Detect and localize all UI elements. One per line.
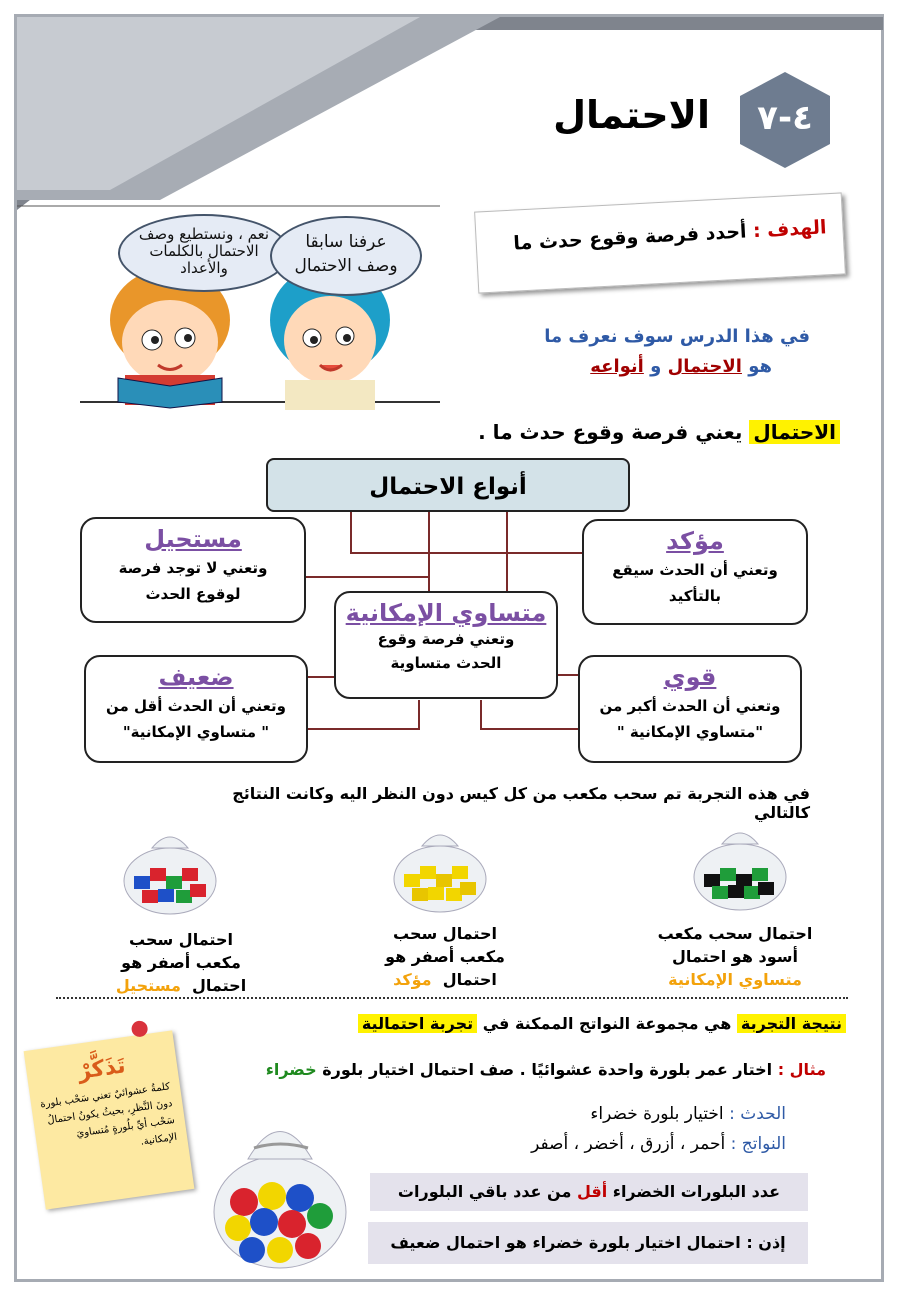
type-equal-box: متساوي الإمكانية وتعني فرصة وقوع الحدث متساوية: [334, 591, 558, 699]
definition-term: الاحتمال: [749, 420, 840, 444]
connector: [304, 576, 430, 578]
intro-line-1: في هذا الدرس سوف نعرف ما: [544, 326, 810, 347]
bag-yellow-caption: احتمال سحب مكعب أصفر هو احتمال مؤكد: [385, 924, 505, 989]
lesson-number: ٤-٧: [757, 98, 813, 138]
bag-mixed-caption: احتمال سحب مكعب أصفر هو احتمال مستحيل: [115, 930, 247, 995]
intro-line-2: هو الاحتمال و أنواعه: [590, 356, 772, 377]
outcome-definition: نتيجة التجربة هي مجموعة النواتج الممكنة في تجربة احتمالية: [340, 1014, 846, 1033]
conclusion-box: إذن : احتمال اختيار بلورة خضراء هو احتمال ضعيف: [368, 1222, 808, 1264]
definition-text: يعني فرصة وقوع حدث ما .: [478, 420, 743, 444]
children-illustration: [80, 270, 440, 410]
comparison-box: عدد البلورات الخضراء أقل من عدد باقي البلورات: [370, 1173, 808, 1211]
page-title: الاحتمال: [553, 93, 710, 137]
outcomes-line: النواتج : أحمر ، أزرق ، أخضر ، أصفر: [531, 1134, 786, 1154]
experiment-intro: في هذه التجربة تم سحب مكعب من كل كيس دون النظر اليه وكانت النتائج كالتالي: [232, 784, 810, 822]
connector: [306, 676, 336, 678]
speech-bubble-right: عرفنا سابقا وصف الاحتمال: [270, 216, 422, 296]
connector: [306, 728, 420, 730]
goal-label: الهدف :: [752, 216, 827, 243]
note-title: تَذَكَّرْ: [76, 1053, 128, 1085]
definition: [400, 420, 840, 444]
types-title: أنواع الاحتمال: [266, 458, 630, 512]
goal-text: أحدد فرصة وقوع حدث ما: [512, 220, 748, 255]
bag-yellow-image: [390, 824, 490, 914]
connector: [480, 728, 580, 730]
type-certain-box: مؤكد وتعني أن الحدث سيقع بالتأكيد: [582, 519, 808, 625]
divider: [56, 997, 848, 999]
reminder-note: [24, 1030, 195, 1209]
bag-black-caption: احتمال سحب مكعب أسود هو احتمال متساوي الإمكانية: [657, 924, 813, 989]
type-strong-box: قوي وتعني أن الحدث أكبر من "متساوي الإمكانية ": [578, 655, 802, 763]
speech-bubble-left: نعم ، ونستطيع وصف الاحتمال بالكلمات والأعداد: [118, 214, 290, 292]
type-weak-box: ضعيف وتعني أن الحدث أقل من " متساوي الإمكانية": [84, 655, 308, 763]
bag-black-image: [690, 822, 790, 912]
example-line: مثال : اختار عمر بلورة واحدة عشوائيًا . صف احتمال اختيار بلورة خضراء: [265, 1060, 826, 1079]
type-impossible-box: مستحيل وتعني لا توجد فرصة لوقوع الحدث: [80, 517, 306, 623]
connector: [350, 552, 584, 554]
marbles-bag-image: [208, 1104, 358, 1270]
bag-mixed-image: [120, 826, 220, 916]
event-line: الحدث : اختيار بلورة خضراء: [590, 1104, 786, 1124]
connector: [418, 700, 420, 730]
note-text: كلمةُ عشوائيٌ تعني سَحْب بلورة دونَ النَّظرِ، بحيثُ يكونُ احتمالُ سَحْب أيِّ بلُورةٍ مُتساويَ الإمكانية.: [39, 1081, 178, 1148]
connector: [506, 512, 508, 592]
connector: [428, 512, 430, 592]
connector: [558, 674, 580, 676]
connector: [480, 700, 482, 730]
connector: [350, 512, 352, 554]
